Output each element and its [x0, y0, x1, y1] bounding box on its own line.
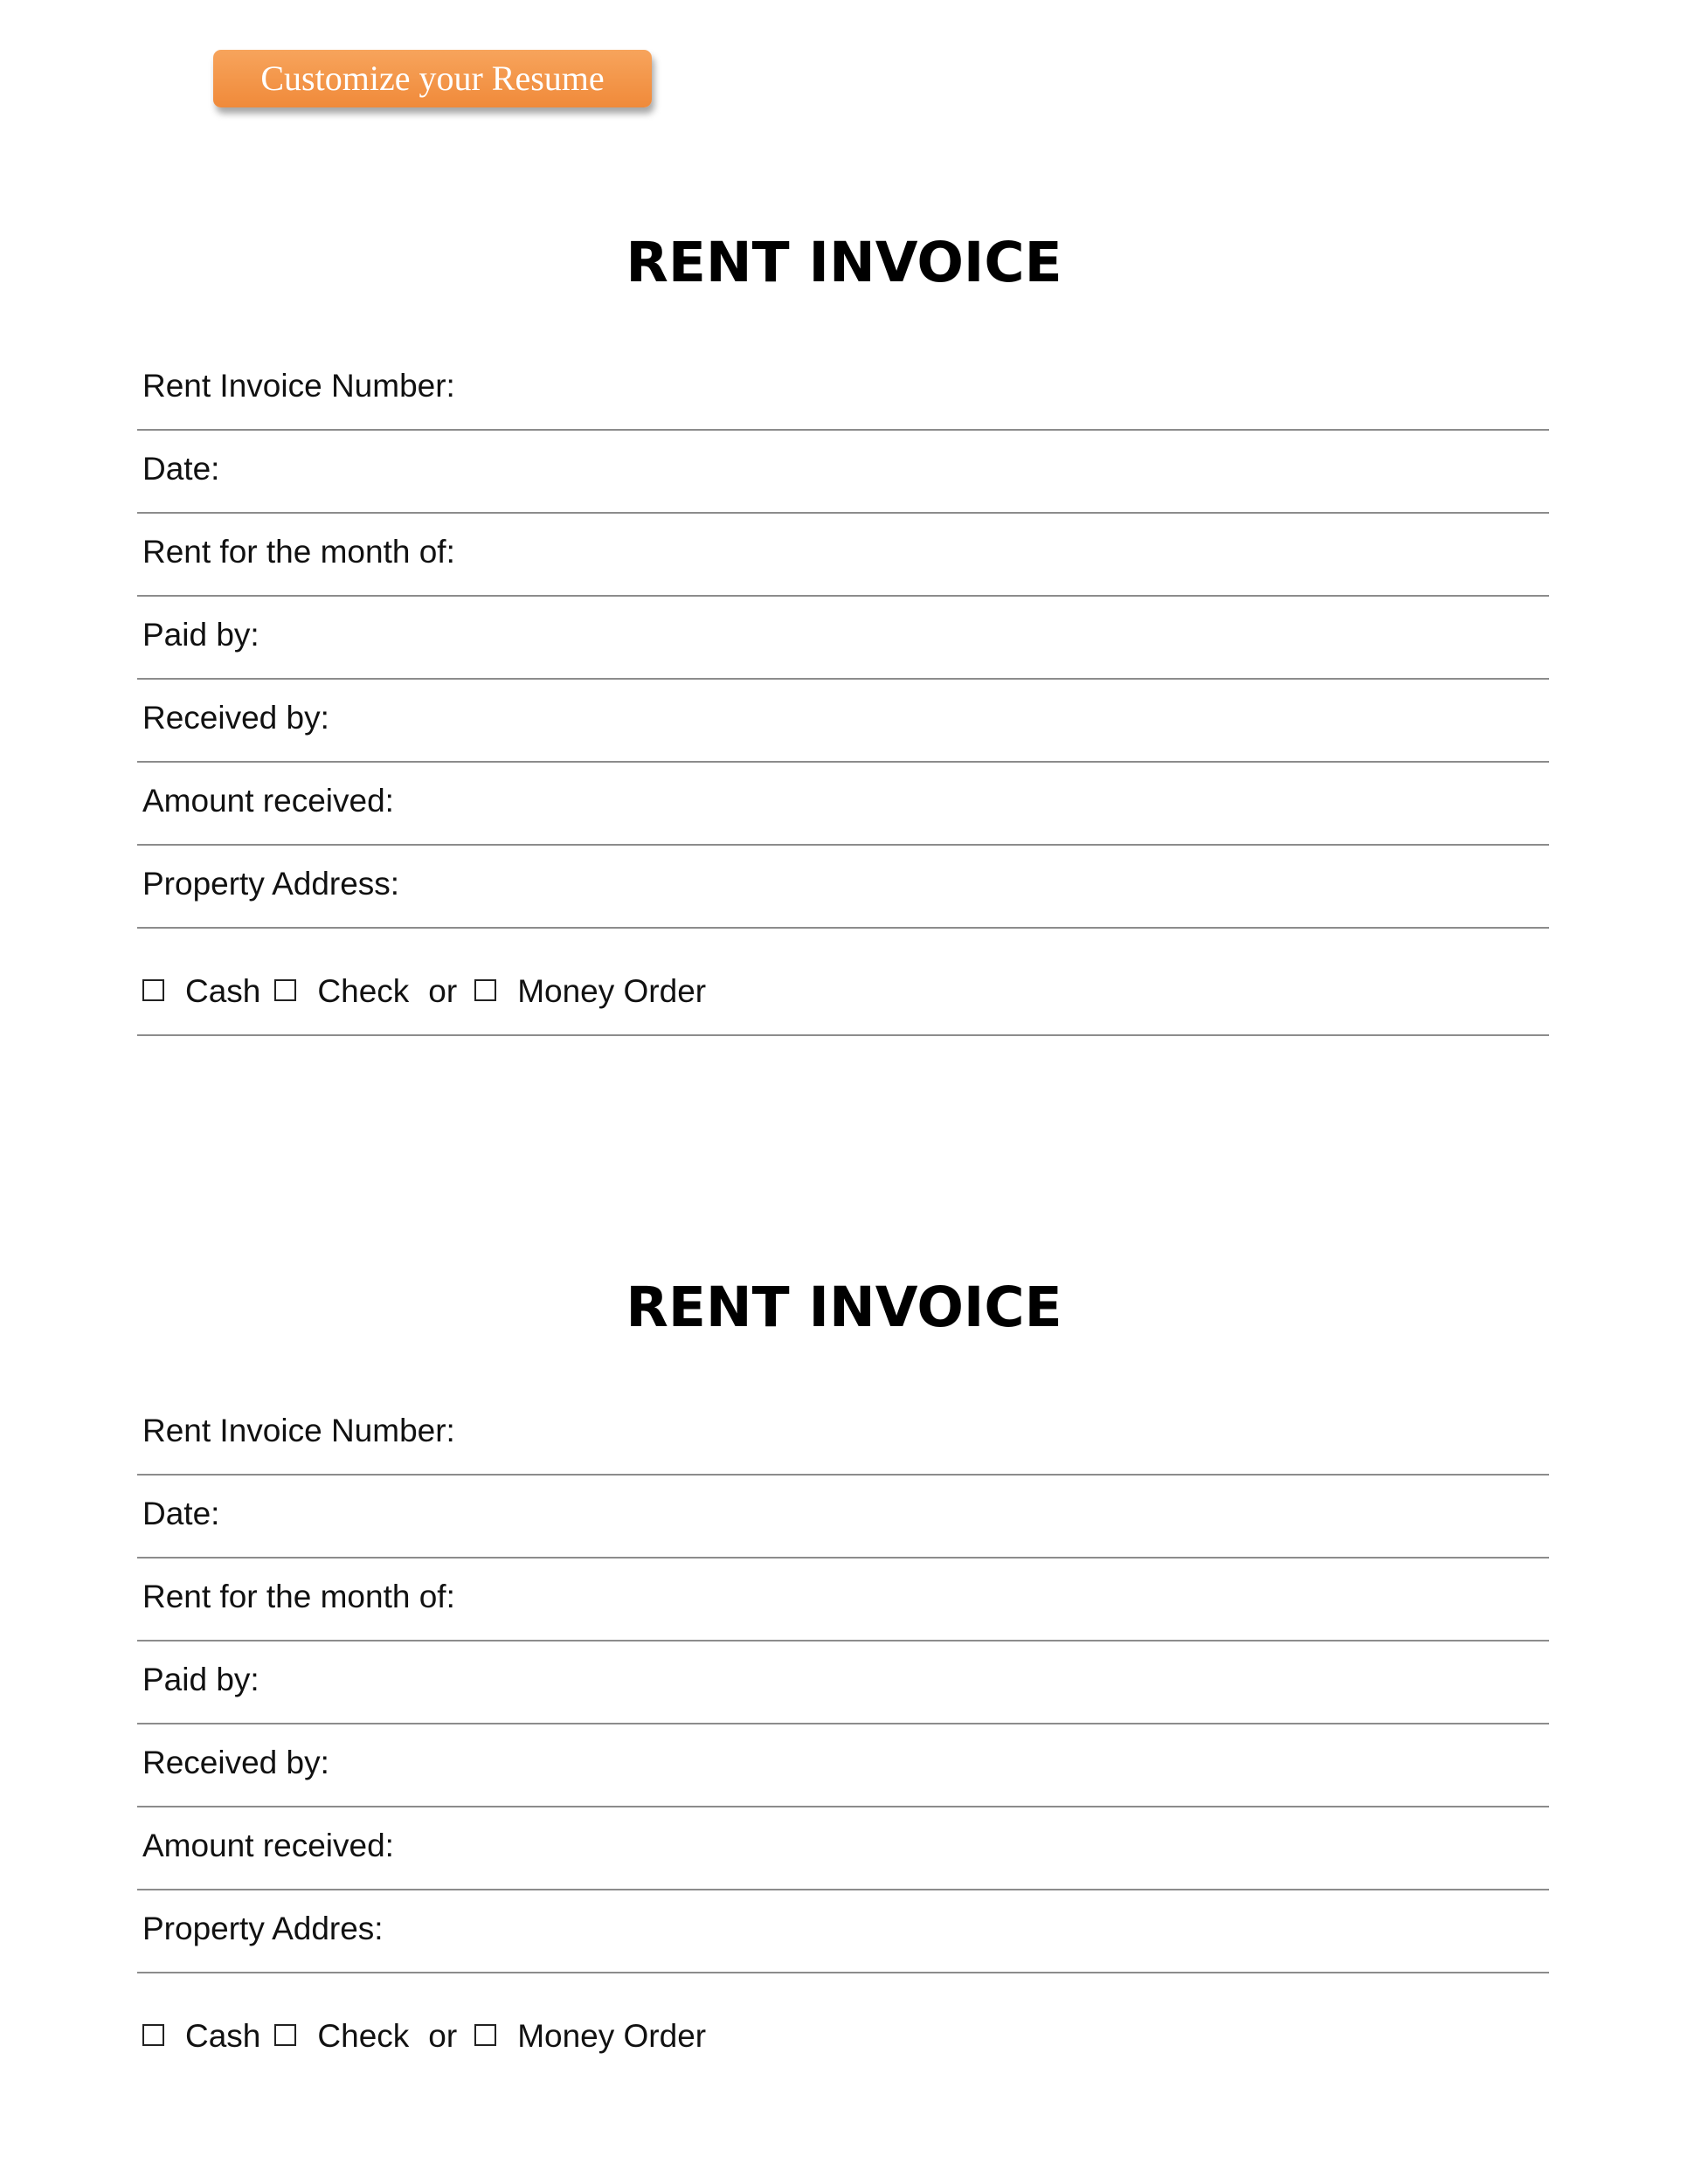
- invoice-number-field[interactable]: [137, 1393, 1549, 1476]
- field-label: Received by:: [142, 700, 329, 736]
- date-field[interactable]: [137, 431, 1549, 514]
- payment-options: [142, 2017, 720, 2056]
- field-label: Date:: [142, 1496, 220, 1531]
- field-label: Rent Invoice Number:: [142, 1413, 455, 1448]
- amount-received-field[interactable]: [137, 763, 1549, 846]
- paid-by-field[interactable]: [137, 1641, 1549, 1724]
- field-label: Rent for the month of:: [142, 534, 455, 570]
- property-address-field[interactable]: [137, 846, 1549, 929]
- field-label: Paid by:: [142, 1662, 259, 1697]
- invoice-fields: [137, 348, 1549, 1036]
- field-label: Date:: [142, 451, 220, 487]
- field-label: Received by:: [142, 1745, 329, 1780]
- customize-resume-button[interactable]: Customize your Resume: [213, 50, 652, 107]
- cash-label: Cash: [185, 973, 261, 1009]
- paid-by-field[interactable]: [137, 597, 1549, 680]
- invoice-title: RENT INVOICE: [626, 231, 1062, 294]
- invoice-number-field[interactable]: [137, 348, 1549, 431]
- field-label: Rent for the month of:: [142, 1579, 455, 1614]
- money-order-checkbox[interactable]: [474, 2024, 496, 2046]
- field-label: Paid by:: [142, 617, 259, 653]
- field-label: Amount received:: [142, 783, 394, 819]
- amount-received-field[interactable]: [137, 1807, 1549, 1890]
- invoice-fields: [137, 1393, 1549, 2081]
- money-order-label: Money Order: [517, 2018, 707, 2054]
- check-label: Check: [317, 2018, 410, 2054]
- or-text: or: [428, 2018, 458, 2054]
- payment-options: [142, 972, 720, 1011]
- money-order-checkbox[interactable]: [474, 979, 496, 1001]
- money-order-label: Money Order: [517, 973, 707, 1009]
- field-label: Property Addres:: [142, 1911, 384, 1946]
- payment-method-row: [137, 929, 1549, 1036]
- date-field[interactable]: [137, 1476, 1549, 1559]
- invoice-title: RENT INVOICE: [626, 1275, 1062, 1339]
- property-address-field[interactable]: [137, 1890, 1549, 1973]
- cash-checkbox[interactable]: [142, 2024, 164, 2046]
- cash-label: Cash: [185, 2018, 261, 2054]
- field-label: Rent Invoice Number:: [142, 368, 455, 404]
- check-checkbox[interactable]: [274, 979, 296, 1001]
- or-text: or: [428, 973, 458, 1009]
- check-label: Check: [317, 973, 410, 1009]
- payment-method-row: [137, 1973, 1549, 2081]
- field-label: Amount received:: [142, 1828, 394, 1863]
- received-by-field[interactable]: [137, 1724, 1549, 1807]
- field-label: Property Address:: [142, 866, 400, 902]
- rent-month-field[interactable]: [137, 514, 1549, 597]
- cash-checkbox[interactable]: [142, 979, 164, 1001]
- received-by-field[interactable]: [137, 680, 1549, 763]
- check-checkbox[interactable]: [274, 2024, 296, 2046]
- rent-month-field[interactable]: [137, 1559, 1549, 1641]
